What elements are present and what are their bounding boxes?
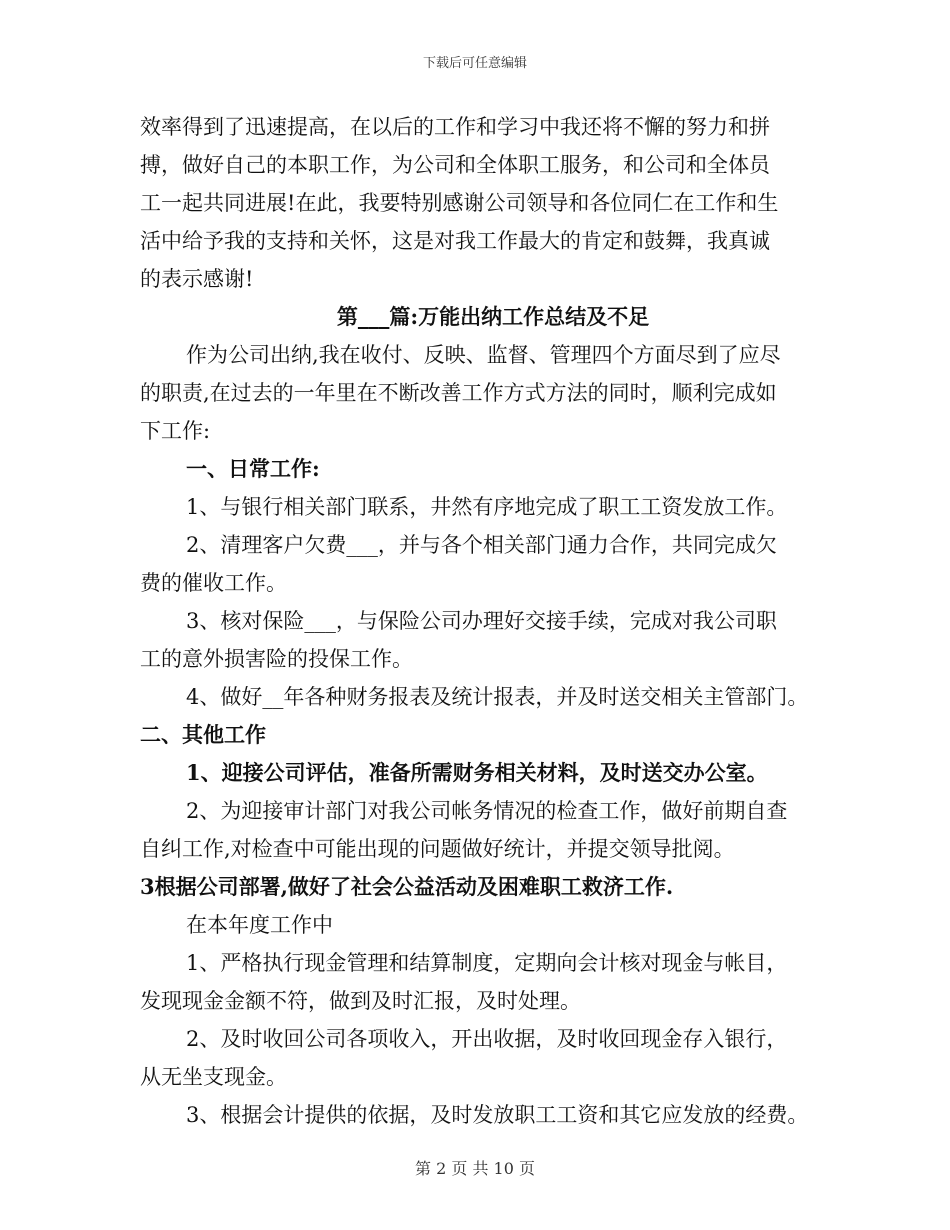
- paragraph-line: 的表示感谢!: [140, 267, 254, 291]
- list-item-continuation: 发现现金金额不符，做到及时汇报，及时处理。: [140, 989, 581, 1013]
- paragraph-line: 效率得到了迅速提高，在以后的工作和学习中我还将不懈的努力和拼: [140, 115, 770, 139]
- paragraph-line: 作为公司出纳,我在收付、反映、监督、管理四个方面尽到了应尽: [186, 343, 781, 367]
- paragraph-line: 下工作:: [140, 419, 211, 443]
- list-item: 2、清理客户欠费___，并与各个相关部门通力合作，共同完成欠: [186, 533, 777, 557]
- section-heading: 二、其他工作: [140, 722, 266, 747]
- list-item: 3、根据会计提供的依据，及时发放职工工资和其它应发放的经费。: [186, 1103, 809, 1127]
- list-item-continuation: 自纠工作,对检查中可能出现的问题做好统计，并提交领导批阅。: [140, 837, 735, 861]
- list-item: 4、做好__年各种财务报表及统计报表，并及时送交相关主管部门。: [186, 685, 809, 709]
- list-item: 1、严格执行现金管理和结算制度，定期向会计核对现金与帐目，: [186, 951, 788, 975]
- document-body: [140, 108, 830, 1134]
- list-item: 1、迎接公司评估，准备所需财务相关材料，及时送交办公室。: [186, 760, 768, 785]
- page-number: 第 2 页 共 10 页: [415, 1159, 535, 1178]
- list-item-continuation: 费的催收工作。: [140, 571, 287, 595]
- list-item: 2、为迎接审计部门对我公司帐务情况的检查工作，做好前期自查: [186, 799, 788, 823]
- list-item: 3、核对保险___，与保险公司办理好交接手续，完成对我公司职: [186, 609, 777, 633]
- list-item-continuation: 从无坐支现金。: [140, 1065, 287, 1089]
- section-title: 第___篇:万能出纳工作总结及不足: [336, 304, 650, 329]
- paragraph-line: 在本年度工作中: [186, 913, 333, 937]
- list-item: 3根据公司部署,做好了社会公益活动及困难职工救济工作.: [140, 874, 674, 899]
- section-heading: 一、日常工作:: [186, 456, 320, 481]
- list-item: 2、及时收回公司各项收入，开出收据，及时收回现金存入银行，: [186, 1027, 788, 1051]
- list-item: 1、与银行相关部门联系，井然有序地完成了职工工资发放工作。: [186, 495, 788, 519]
- page-header: 下载后可任意编辑: [422, 56, 527, 71]
- paragraph-line: 的职责,在过去的一年里在不断改善工作方式方法的同时，顺利完成如: [140, 381, 777, 405]
- paragraph-line: 活中给予我的支持和关怀，这是对我工作最大的肯定和鼓舞，我真诚: [140, 229, 770, 253]
- paragraph-line: 工一起共同进展!在此，我要特别感谢公司领导和各位同仁在工作和生: [140, 191, 779, 215]
- list-item-continuation: 工的意外损害险的投保工作。: [140, 647, 413, 671]
- paragraph-line: 搏，做好自己的本职工作，为公司和全体职工服务，和公司和全体员: [140, 153, 770, 177]
